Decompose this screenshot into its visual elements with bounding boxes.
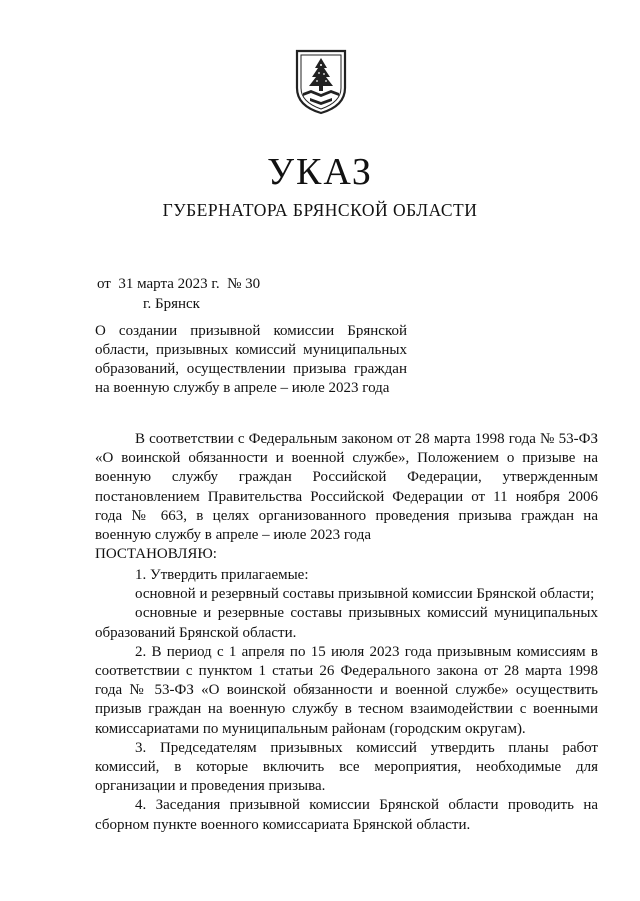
decree-items: [95, 566, 598, 835]
decree-word: ПОСТАНОВЛЯЮ:: [95, 546, 217, 563]
subject-line: О создании призывной комиссии Брянской: [95, 323, 407, 339]
subject-line: области, призывных комиссий муниципальных: [95, 342, 407, 358]
preamble-block: [95, 430, 598, 564]
item-paragraph: 2. В период с 1 апреля по 15 июля 2023 года призывным комиссиям в соответствии с пунктом 1 статьи 26 Федерального закона от 28 марта 1998 года № 53-ФЗ «О воинской обязанности и военной службе» осуществить призыв граждан на военную службу в тесном взаимодействии с военными комиссариатами по муниципальным районам (городским округам).: [95, 643, 598, 737]
document-subtitle: ГУБЕРНАТОРА БРЯНСКОЙ ОБЛАСТИ: [162, 200, 478, 220]
brjansk-coat-of-arms-icon: [293, 48, 349, 116]
subject-line: образований, осуществлении призыва граждан: [95, 361, 407, 377]
document-title: УКАЗ: [267, 151, 373, 193]
item-paragraph: основные и резервные составы призывных комиссий муниципальных образований Брянской области.: [95, 605, 598, 641]
decree-subject: [95, 322, 407, 398]
city-line: г. Брянск: [143, 296, 200, 312]
item-paragraph: 3. Председателям призывных комиссий утвердить планы работ комиссий, в которые включить все мероприятия, необходимые для организации и проведения призыва.: [95, 739, 598, 795]
subject-line: на военную службу в апреле – июле 2023 года: [95, 380, 390, 396]
item-paragraph: 4. Заседания призывной комиссии Брянской области проводить на сборном пункте военного комиссариата Брянской области.: [95, 797, 598, 833]
date-number-line: от 31 марта 2023 г. № 30: [97, 276, 261, 292]
preamble-paragraph: В соответствии с Федеральным законом от 28 марта 1998 года № 53-ФЗ «О воинской обязанности и военной службе», Положением о призыве на военную службу граждан Российской Федерации, утвержденным постановлением Правительства Российской Федерации от 11 ноября 2006 года № 663, в целях организованного проведения призыва граждан на военную службу в апреле – июле 2023 года: [95, 431, 598, 544]
item-paragraph: 1. Утвердить прилагаемые:: [135, 567, 309, 583]
item-paragraph: основной и резервный составы призывной комиссии Брянской области;: [135, 586, 595, 603]
